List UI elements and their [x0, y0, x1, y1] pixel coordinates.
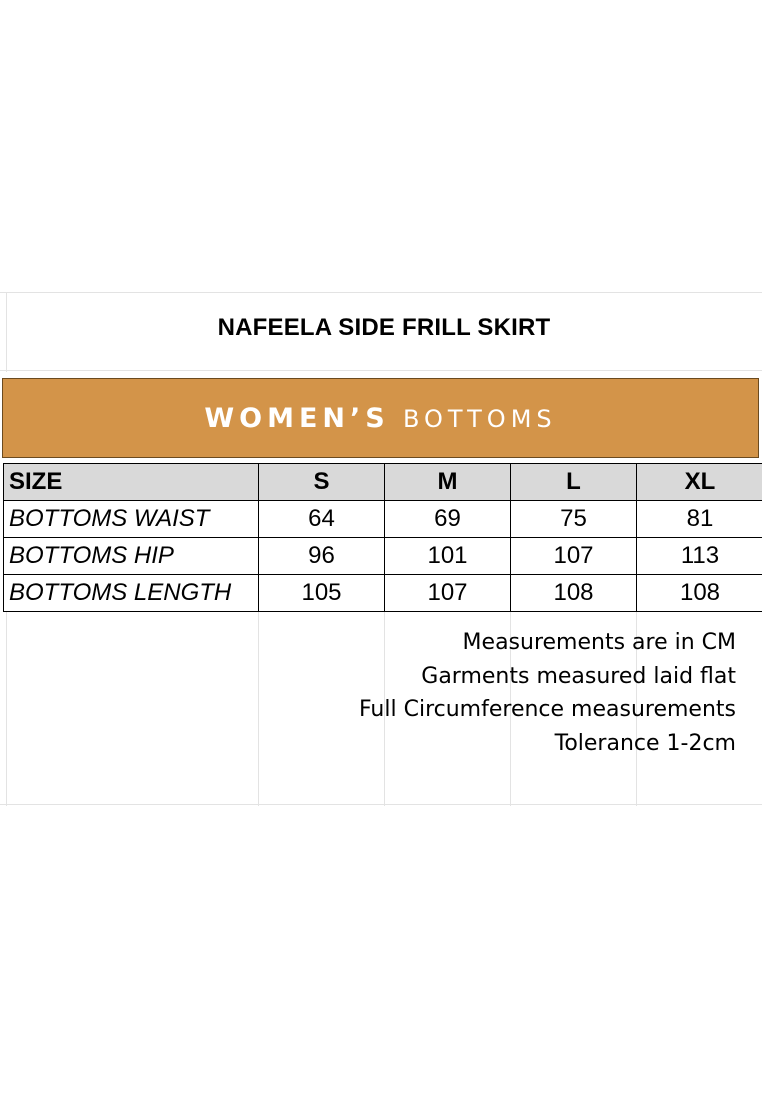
table-cell: 107 [511, 538, 637, 575]
table-cell: 64 [259, 501, 385, 538]
table-cell: 81 [637, 501, 762, 538]
row-label-hip: BOTTOMS HIP [4, 538, 259, 575]
table-header-row [4, 464, 762, 501]
table-row [4, 538, 762, 575]
table-cell: 105 [259, 575, 385, 612]
grid-line [0, 804, 762, 805]
column-header-s: S [259, 464, 385, 501]
table-row [4, 575, 762, 612]
grid-line [0, 370, 762, 371]
row-label-waist: BOTTOMS WAIST [4, 501, 259, 538]
product-title: NAFEELA SIDE FRILL SKIRT [217, 314, 551, 341]
row-label-length: BOTTOMS LENGTH [4, 575, 259, 612]
table-cell: 96 [259, 538, 385, 575]
size-chart-sheet [0, 292, 762, 806]
grid-line [258, 612, 259, 806]
grid-line [0, 292, 762, 293]
note-units: Measurements are in CM [462, 630, 736, 655]
grid-line [6, 612, 7, 806]
banner-word-bottoms: BOTTOMS [402, 405, 557, 433]
table-cell: 107 [385, 575, 511, 612]
measurement-notes [359, 626, 736, 760]
table-row [4, 501, 762, 538]
note-tolerance: Tolerance 1-2cm [554, 730, 736, 756]
table-cell: 108 [511, 575, 637, 612]
category-banner [2, 378, 759, 458]
table-cell: 101 [385, 538, 511, 575]
column-header-m: M [385, 464, 511, 501]
table-cell: 69 [385, 501, 511, 538]
column-header-size: SIZE [4, 464, 259, 501]
size-table [3, 463, 762, 612]
note-laid-flat: Garments measured laid flat [421, 663, 736, 689]
banner-word-womens: WOMEN’S [204, 403, 390, 434]
table-cell: 108 [637, 575, 762, 612]
column-header-xl: XL [637, 464, 762, 501]
table-cell: 75 [511, 501, 637, 538]
category-banner-text [3, 403, 758, 434]
table-cell: 113 [637, 538, 762, 575]
column-header-l: L [511, 464, 637, 501]
note-circumference: Full Circumference measurements [358, 697, 736, 722]
